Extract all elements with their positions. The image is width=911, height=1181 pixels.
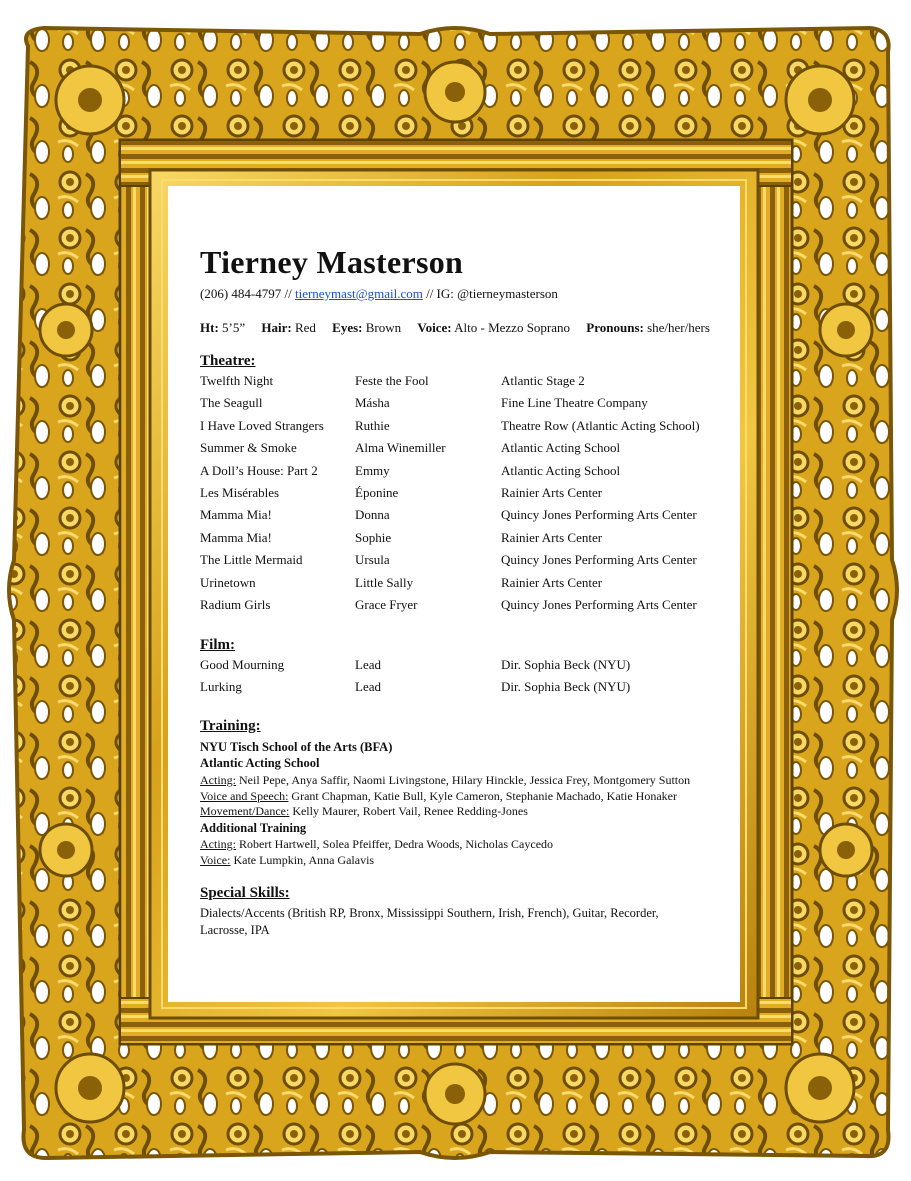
contact-line [200, 286, 558, 302]
theatre-row [200, 507, 720, 525]
movement-label: Movement/Dance: [200, 804, 290, 818]
role: Feste the Fool [355, 373, 429, 388]
training-heading: Training: [200, 718, 261, 734]
venue: Quincy Jones Performing Arts Center [501, 597, 697, 612]
pronouns-label: Pronouns: [586, 320, 644, 335]
skills-heading: Special Skills: [200, 885, 290, 901]
role: Grace Fryer [355, 597, 418, 612]
additional-training-heading: Additional Training [200, 821, 307, 835]
training-movement [200, 803, 528, 819]
resume-sheet [168, 186, 740, 1002]
email-link[interactable]: tierneymast@gmail.com [294, 286, 423, 301]
film-row [200, 657, 720, 675]
theatre-heading: Theatre: [200, 353, 256, 369]
physical-stats [200, 320, 710, 336]
film-row [200, 679, 720, 697]
voice-speech-label: Voice and Speech: [200, 789, 289, 803]
film-title: Good Mourning [200, 657, 285, 672]
role: Éponine [355, 485, 399, 500]
training-acting [200, 772, 690, 788]
training-school: NYU Tisch School of the Arts (BFA) [200, 740, 393, 754]
height-value: 5’5” [222, 320, 246, 335]
hair-value: Red [294, 320, 316, 335]
acting-label: Acting: [200, 773, 236, 787]
instagram-handle: // IG: @tierneymasterson [426, 286, 558, 301]
venue: Rainier Arts Center [501, 485, 603, 500]
add-voice-label: Voice: [200, 853, 231, 867]
role: Ruthie [355, 418, 390, 433]
director: Dir. Sophia Beck (NYU) [501, 679, 631, 694]
venue: Fine Line Theatre Company [501, 395, 648, 410]
production-title: The Seagull [200, 395, 263, 410]
theatre-row [200, 418, 720, 436]
movement-teachers: Kelly Maurer, Robert Vail, Renee Redding-Jones [289, 804, 528, 818]
production-title: The Little Mermaid [200, 552, 303, 567]
skills-text: Dialects/Accents (British RP, Bronx, Mississippi Southern, Irish, French), Guitar, Recorder, Lacrosse, IPA [200, 906, 659, 937]
theatre-row [200, 463, 720, 481]
role: Little Sally [355, 575, 414, 590]
venue: Theatre Row (Atlantic Acting School) [501, 418, 700, 433]
film-title: Lurking [200, 679, 242, 694]
role: Ursula [355, 552, 390, 567]
voice-value: Alto - Mezzo Soprano [454, 320, 571, 335]
production-title: Mamma Mia! [200, 507, 272, 522]
role: Sophie [355, 530, 392, 545]
theatre-row [200, 485, 720, 503]
theatre-row [200, 440, 720, 458]
actor-name: Tierney Masterson [200, 244, 464, 280]
venue: Atlantic Stage 2 [501, 373, 585, 388]
pronouns-value: she/her/hers [647, 320, 710, 335]
production-title: Urinetown [200, 575, 256, 590]
theatre-row [200, 552, 720, 570]
venue: Quincy Jones Performing Arts Center [501, 552, 697, 567]
role: Donna [355, 507, 390, 522]
theatre-row [200, 395, 720, 413]
additional-acting [200, 836, 553, 852]
role: Másha [355, 395, 390, 410]
venue: Atlantic Acting School [501, 463, 621, 478]
acting-teachers: Neil Pepe, Anya Saffir, Naomi Livingstone, Hilary Hinckle, Jessica Frey, Montgomery Sutton [236, 773, 691, 787]
venue: Quincy Jones Performing Arts Center [501, 507, 697, 522]
theatre-row [200, 575, 720, 593]
training-voice-speech [200, 788, 677, 804]
add-acting-label: Acting: [200, 837, 236, 851]
add-voice-teachers: Kate Lumpkin, Anna Galavis [230, 853, 375, 867]
theatre-row [200, 597, 720, 615]
production-title: Radium Girls [200, 597, 271, 612]
voice-label: Voice: [417, 320, 452, 335]
theatre-row [200, 530, 720, 548]
venue: Rainier Arts Center [501, 530, 603, 545]
theatre-row [200, 373, 720, 391]
production-title: Les Misérables [200, 485, 280, 500]
voice-speech-teachers: Grant Chapman, Katie Bull, Kyle Cameron, Stephanie Machado, Katie Honaker [288, 789, 677, 803]
height-label: Ht: [200, 320, 219, 335]
add-acting-teachers: Robert Hartwell, Solea Pfeiffer, Dedra Woods, Nicholas Caycedo [236, 837, 554, 851]
venue: Atlantic Acting School [501, 440, 621, 455]
production-title: I Have Loved Strangers [200, 418, 324, 433]
production-title: A Doll’s House: Part 2 [200, 463, 318, 478]
eyes-value: Brown [365, 320, 402, 335]
role: Lead [355, 679, 381, 694]
film-heading: Film: [200, 637, 235, 653]
training-school: Atlantic Acting School [200, 756, 320, 770]
role: Alma Winemiller [355, 440, 446, 455]
director: Dir. Sophia Beck (NYU) [501, 657, 631, 672]
production-title: Twelfth Night [200, 373, 274, 388]
role: Emmy [355, 463, 390, 478]
phone-number: (206) 484-4797 // [200, 286, 292, 301]
venue: Rainier Arts Center [501, 575, 603, 590]
role: Lead [355, 657, 381, 672]
hair-label: Hair: [261, 320, 292, 335]
production-title: Mamma Mia! [200, 530, 272, 545]
eyes-label: Eyes: [332, 320, 363, 335]
production-title: Summer & Smoke [200, 440, 297, 455]
additional-voice [200, 852, 374, 868]
